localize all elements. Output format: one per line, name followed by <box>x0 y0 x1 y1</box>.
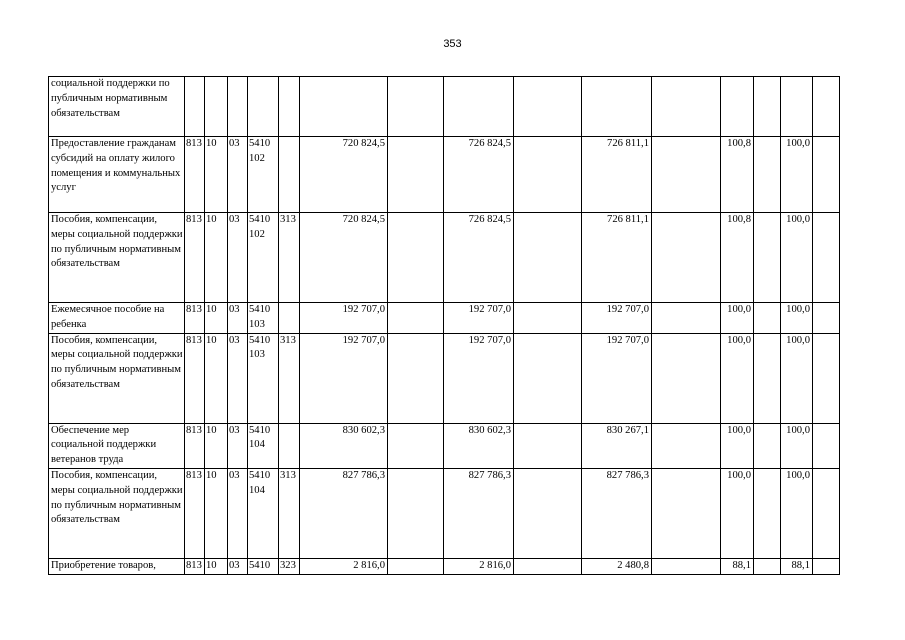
value-executed: 827 786,3 <box>582 468 652 558</box>
code-target: 5410 <box>248 558 279 574</box>
empty-cell <box>754 137 781 213</box>
value-executed: 726 811,1 <box>582 213 652 303</box>
percent-budget: 100,0 <box>781 213 813 303</box>
table-row <box>49 303 840 334</box>
code-subsection: 03 <box>228 137 248 213</box>
code-section: 10 <box>205 558 228 574</box>
value-budget <box>444 77 514 137</box>
code-subsection: 03 <box>228 423 248 468</box>
value-budget: 192 707,0 <box>444 333 514 423</box>
percent-budget <box>781 77 813 137</box>
code-subsection: 03 <box>228 333 248 423</box>
percent-approved: 100,0 <box>721 468 754 558</box>
table-row <box>49 213 840 303</box>
code-target: 5410 102 <box>248 213 279 303</box>
table-row <box>49 558 840 574</box>
code-admin: 813 <box>185 303 205 334</box>
empty-cell <box>514 137 582 213</box>
table-row <box>49 468 840 558</box>
value-approved: 2 816,0 <box>300 558 388 574</box>
row-name: Пособия, компенсации, меры социальной поддержки по публичным нормативным обязательствам <box>49 213 185 303</box>
code-target: 5410 104 <box>248 423 279 468</box>
empty-cell <box>754 423 781 468</box>
empty-cell <box>813 213 840 303</box>
code-admin: 813 <box>185 333 205 423</box>
percent-approved: 100,8 <box>721 137 754 213</box>
empty-cell <box>388 558 444 574</box>
percent-budget: 100,0 <box>781 423 813 468</box>
value-budget: 726 824,5 <box>444 137 514 213</box>
empty-cell <box>514 558 582 574</box>
percent-budget: 100,0 <box>781 303 813 334</box>
code-expense-type: 313 <box>279 213 300 303</box>
code-subsection: 03 <box>228 558 248 574</box>
empty-cell <box>388 213 444 303</box>
code-target: 5410 103 <box>248 303 279 334</box>
empty-cell <box>813 468 840 558</box>
empty-cell <box>652 558 721 574</box>
code-subsection: 03 <box>228 468 248 558</box>
code-target: 5410 103 <box>248 333 279 423</box>
percent-approved: 100,8 <box>721 213 754 303</box>
value-approved: 720 824,5 <box>300 213 388 303</box>
value-budget: 827 786,3 <box>444 468 514 558</box>
value-budget: 726 824,5 <box>444 213 514 303</box>
code-section: 10 <box>205 303 228 334</box>
code-target: 5410 104 <box>248 468 279 558</box>
empty-cell <box>514 333 582 423</box>
value-executed: 2 480,8 <box>582 558 652 574</box>
value-executed <box>582 77 652 137</box>
code-expense-type <box>279 423 300 468</box>
code-expense-type <box>279 303 300 334</box>
code-section <box>205 77 228 137</box>
empty-cell <box>652 77 721 137</box>
empty-cell <box>388 423 444 468</box>
percent-budget: 100,0 <box>781 468 813 558</box>
percent-budget: 100,0 <box>781 333 813 423</box>
empty-cell <box>754 213 781 303</box>
row-name: Пособия, компенсации, меры социальной поддержки по публичным нормативным обязательствам <box>49 468 185 558</box>
code-subsection: 03 <box>228 213 248 303</box>
empty-cell <box>388 303 444 334</box>
percent-approved: 100,0 <box>721 303 754 334</box>
empty-cell <box>514 303 582 334</box>
empty-cell <box>754 77 781 137</box>
row-name: Пособия, компенсации, меры социальной поддержки по публичным нормативным обязательствам <box>49 333 185 423</box>
budget-table <box>48 76 840 575</box>
code-target <box>248 77 279 137</box>
empty-cell <box>652 333 721 423</box>
empty-cell <box>652 213 721 303</box>
empty-cell <box>813 333 840 423</box>
row-name: социальной поддержки по публичным нормативным обязательствам <box>49 77 185 137</box>
empty-cell <box>652 137 721 213</box>
empty-cell <box>388 333 444 423</box>
code-admin: 813 <box>185 213 205 303</box>
value-budget: 192 707,0 <box>444 303 514 334</box>
row-name: Предоставление гражданам субсидий на оплату жилого помещения и коммунальных услуг <box>49 137 185 213</box>
code-section: 10 <box>205 333 228 423</box>
code-target: 5410 102 <box>248 137 279 213</box>
code-expense-type <box>279 77 300 137</box>
page-number: 353 <box>443 38 462 50</box>
value-executed: 192 707,0 <box>582 303 652 334</box>
empty-cell <box>514 468 582 558</box>
value-approved: 192 707,0 <box>300 333 388 423</box>
empty-cell <box>754 558 781 574</box>
value-executed: 192 707,0 <box>582 333 652 423</box>
table-row <box>49 137 840 213</box>
empty-cell <box>514 423 582 468</box>
value-approved: 720 824,5 <box>300 137 388 213</box>
code-expense-type: 323 <box>279 558 300 574</box>
code-section: 10 <box>205 423 228 468</box>
empty-cell <box>514 213 582 303</box>
code-expense-type: 313 <box>279 468 300 558</box>
code-admin: 813 <box>185 137 205 213</box>
table-row <box>49 333 840 423</box>
value-approved: 830 602,3 <box>300 423 388 468</box>
value-budget: 830 602,3 <box>444 423 514 468</box>
percent-approved: 100,0 <box>721 423 754 468</box>
code-expense-type <box>279 137 300 213</box>
empty-cell <box>388 137 444 213</box>
percent-budget: 88,1 <box>781 558 813 574</box>
empty-cell <box>813 77 840 137</box>
code-subsection <box>228 77 248 137</box>
empty-cell <box>652 423 721 468</box>
value-executed: 830 267,1 <box>582 423 652 468</box>
code-expense-type: 313 <box>279 333 300 423</box>
value-approved: 192 707,0 <box>300 303 388 334</box>
code-admin: 813 <box>185 468 205 558</box>
empty-cell <box>754 303 781 334</box>
value-executed: 726 811,1 <box>582 137 652 213</box>
code-section: 10 <box>205 468 228 558</box>
empty-cell <box>813 137 840 213</box>
value-budget: 2 816,0 <box>444 558 514 574</box>
empty-cell <box>514 77 582 137</box>
empty-cell <box>813 303 840 334</box>
empty-cell <box>652 468 721 558</box>
empty-cell <box>754 333 781 423</box>
code-section: 10 <box>205 137 228 213</box>
row-name: Приобретение товаров, <box>49 558 185 574</box>
value-approved <box>300 77 388 137</box>
empty-cell <box>388 77 444 137</box>
row-name: Ежемесячное пособие на ребенка <box>49 303 185 334</box>
table-row <box>49 77 840 137</box>
empty-cell <box>652 303 721 334</box>
percent-budget: 100,0 <box>781 137 813 213</box>
code-admin <box>185 77 205 137</box>
percent-approved: 100,0 <box>721 333 754 423</box>
value-approved: 827 786,3 <box>300 468 388 558</box>
table-row <box>49 423 840 468</box>
code-admin: 813 <box>185 423 205 468</box>
row-name: Обеспечение мер социальной поддержки ветеранов труда <box>49 423 185 468</box>
empty-cell <box>813 423 840 468</box>
empty-cell <box>813 558 840 574</box>
empty-cell <box>388 468 444 558</box>
empty-cell <box>754 468 781 558</box>
code-admin: 813 <box>185 558 205 574</box>
percent-approved: 88,1 <box>721 558 754 574</box>
code-section: 10 <box>205 213 228 303</box>
percent-approved <box>721 77 754 137</box>
code-subsection: 03 <box>228 303 248 334</box>
